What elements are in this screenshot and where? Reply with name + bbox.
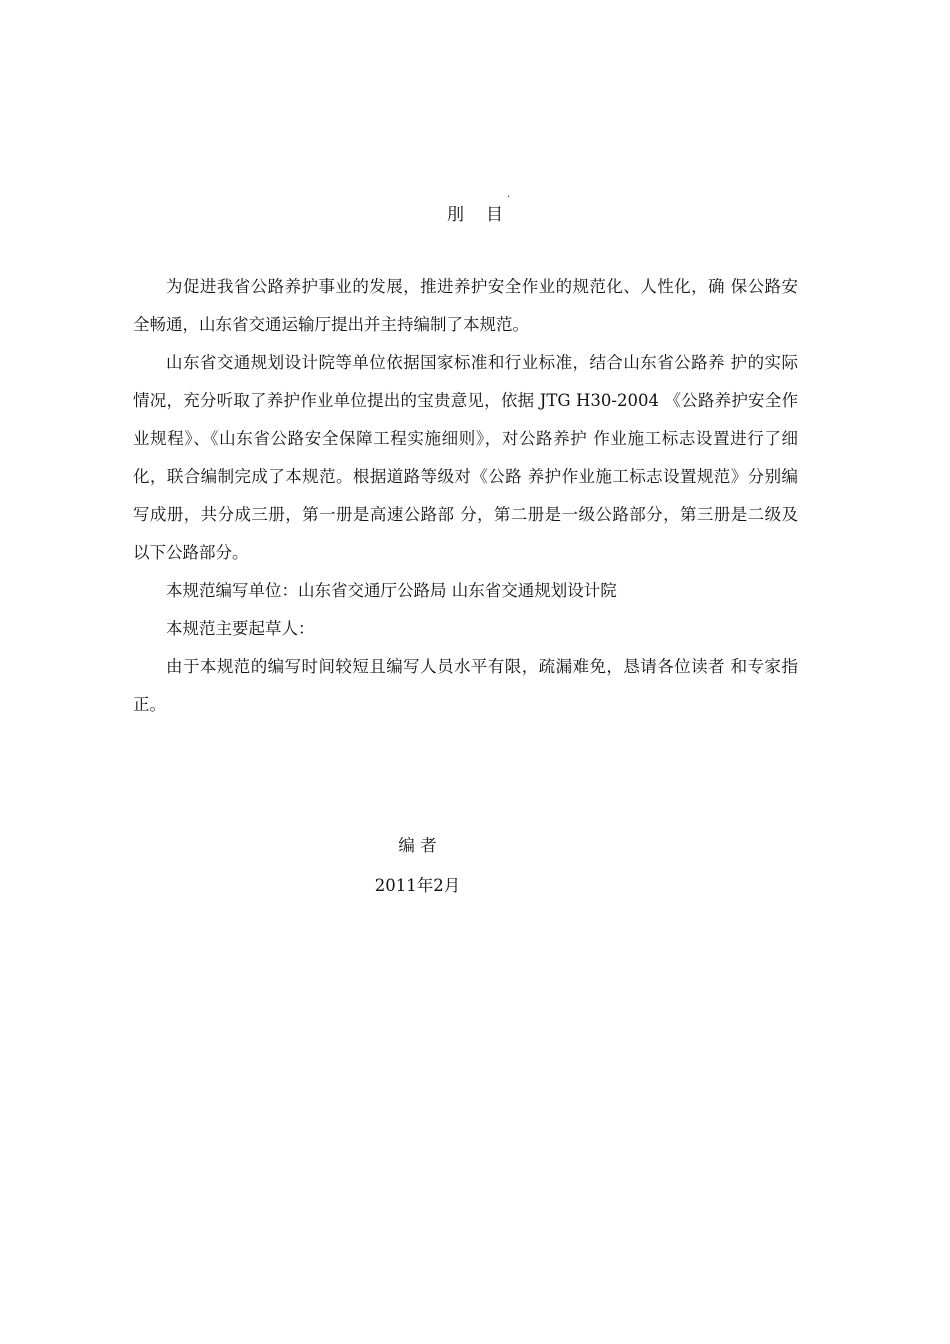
title-char-2: 目 xyxy=(486,205,503,225)
page-title xyxy=(0,200,950,225)
preface-body xyxy=(133,268,798,724)
paragraph-purpose: 为促进我省公路养护事业的发展，推进养护安全作业的规范化、人性化，确 保公路安全畅通，山东省交通运输厅提出并主持编制了本规范。 xyxy=(133,277,798,334)
signature-author: 编 者 xyxy=(398,836,437,855)
title-char-1: 刖 xyxy=(447,205,464,225)
title-mark: . xyxy=(507,189,511,200)
paragraph-units: 本规范编写单位：山东省交通厅公路局 山东省交通规划设计院 xyxy=(166,581,617,600)
paragraph-drafters: 本规范主要起草人： xyxy=(166,619,315,638)
signature-date: 2011年2月 xyxy=(374,876,461,895)
paragraph-basis: 山东省交通规划设计院等单位依据国家标准和行业标准，结合山东省公路养 护的实际情况，充分听取了养护作业单位提出的宝贵意见，依据 JTG H30-2004 《公路养护安全作业规程》、《山东省公路安全保障工程实施细则》，对公路养护 作业施工标志设置进行了细化，联合编制完成了本规范。根据道路等级对《公路 养护作业施工标志设置规范》分别编写成册，共分成三册，第一册是高速公路部 分，第二册是一级公路部分，第三册是二级及以下公路部分。 xyxy=(133,353,798,562)
paragraph-closing: 由于本规范的编写时间较短且编写人员水平有限，疏漏难免，恳请各位读者 和专家指正。 xyxy=(133,657,798,714)
